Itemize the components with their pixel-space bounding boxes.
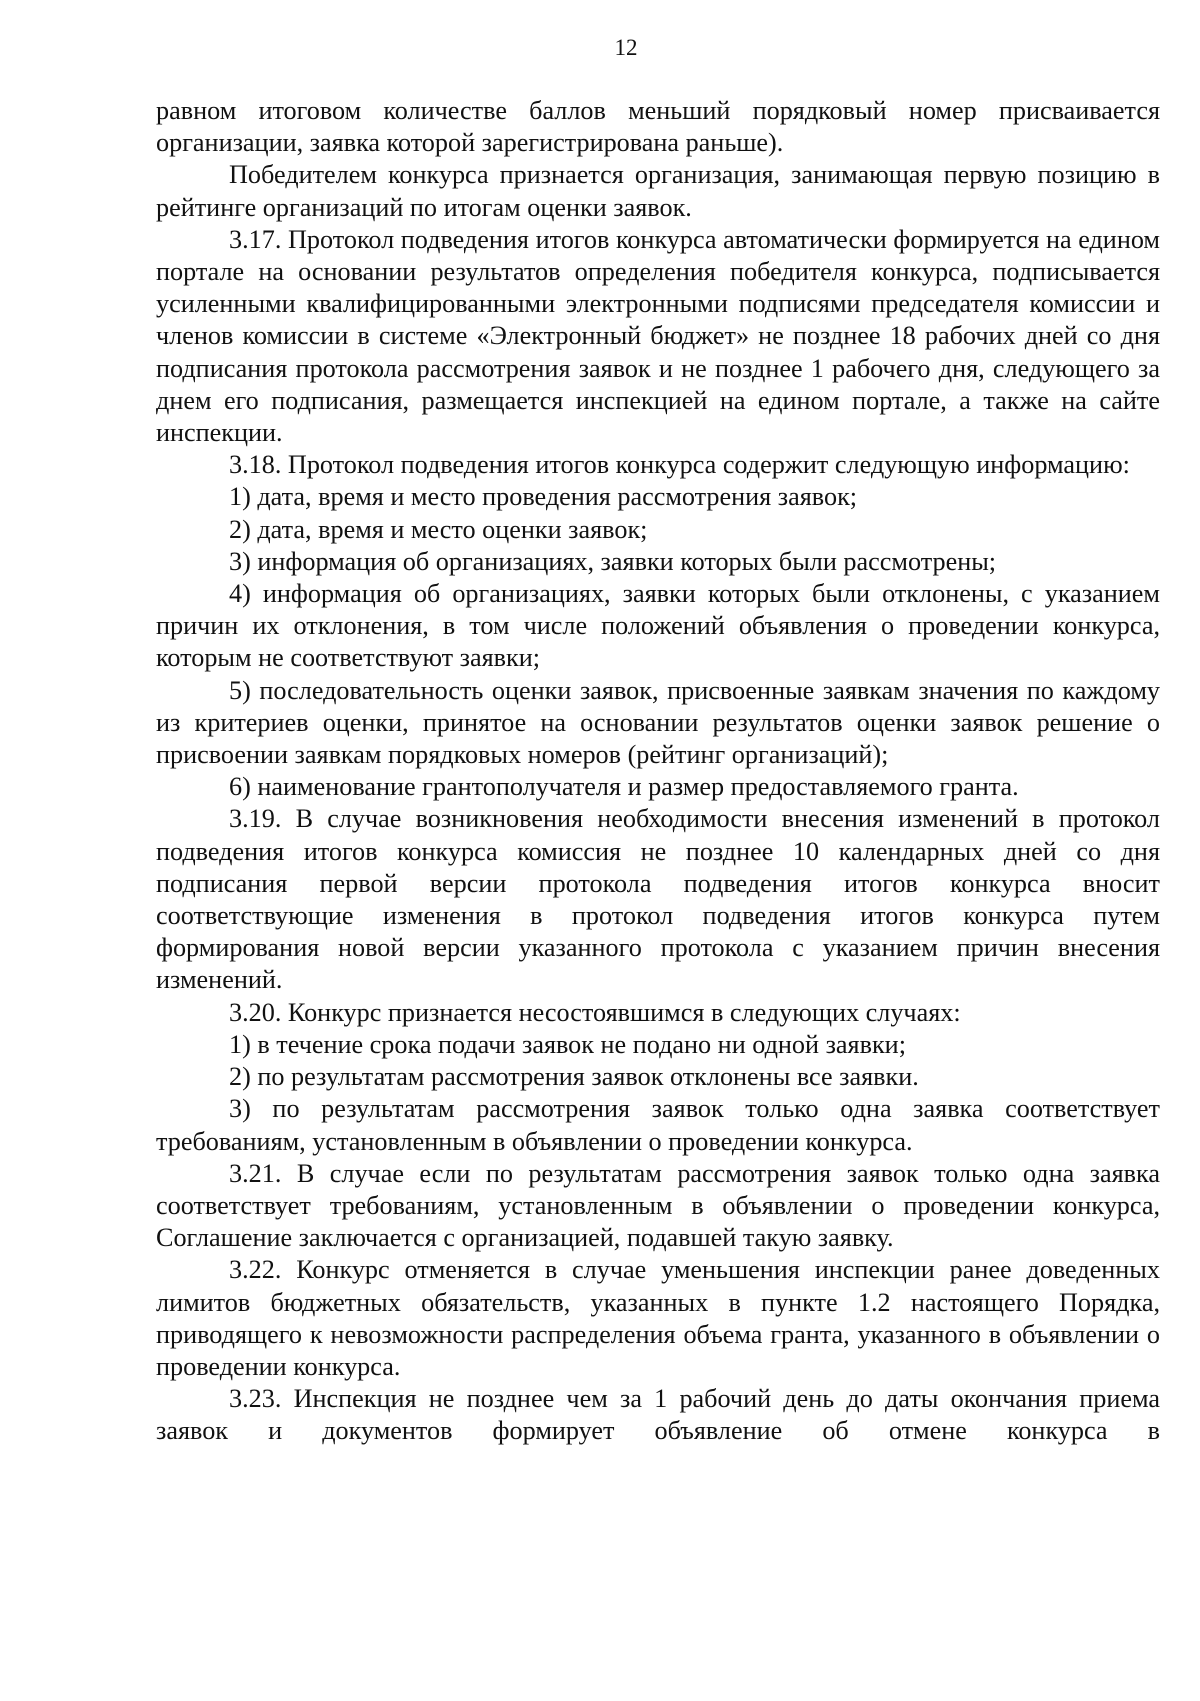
paragraph: Победителем конкурса признается организация, занимающая первую позицию в рейтинге организаций по итогам оценки заявок. (156, 160, 1160, 222)
paragraph-3-22: 3.22. Конкурс отменяется в случае уменьшения инспекции ранее доведенных лимитов бюджетных обязательств, указанных в пункте 1.2 настоящего Порядка, приводящего к невозможности распределения объема гранта, указанного в объявлении о проведении конкурса. (156, 1255, 1160, 1381)
list-item: 4) информация об организациях, заявки которых были отклонены, с указанием причин их отклонения, в том числе положений объявления о проведении конкурса, которым не соответствуют заявки; (156, 579, 1160, 673)
list-item: 5) последовательность оценки заявок, присвоенные заявкам значения по каждому из критериев оценки, принятое на основании результатов оценки заявок решение о присвоении заявкам порядковых номеров (рейтинг организаций); (156, 675, 1160, 770)
list-item: 2) по результатам рассмотрения заявок отклонены все заявки. (229, 1062, 919, 1092)
paragraph: равном итоговом количестве баллов меньший порядковый номер присваивается организации, заявка которой зарегистрирована раньше). (156, 96, 1160, 158)
page-number: 12 (614, 35, 638, 60)
paragraph-3-17: 3.17. Протокол подведения итогов конкурса автоматически формируется на едином портале на основании результатов определения победителя конкурса, подписывается усиленными квалифицированными электронными подписями председателя комиссии и членов комиссии в системе «Электронный бюджет» не позднее 18 рабочих дней со дня подписания протокола рассмотрения заявок и не позднее 1 рабочего дня, следующего за днем его подписания, размещается инспекцией на едином портале, а также на сайте инспекции. (156, 224, 1160, 448)
paragraph-3-21: 3.21. В случае если по результатам рассмотрения заявок только одна заявка соответствует требованиям, установленным в объявлении о проведении конкурса, Соглашение заключается с организацией, подавшей такую заявку. (156, 1158, 1160, 1253)
paragraph-3-23: 3.23. Инспекция не позднее чем за 1 рабочий день до даты окончания приема заявок и документов формирует объявление об отмене конкурса в (156, 1384, 1160, 1446)
list-item: 2) дата, время и место оценки заявок; (229, 514, 648, 544)
list-item: 1) дата, время и место проведения рассмотрения заявок; (229, 482, 858, 512)
list-item: 6) наименование грантополучателя и размер предоставляемого гранта. (229, 772, 1019, 802)
list-item: 3) информация об организациях, заявки которых были рассмотрены; (229, 546, 997, 576)
paragraph-3-20: 3.20. Конкурс признается несостоявшимся в следующих случаях: (229, 997, 961, 1027)
paragraph-3-18: 3.18. Протокол подведения итогов конкурса содержит следующую информацию: (229, 450, 1130, 480)
list-item: 3) по результатам рассмотрения заявок только одна заявка соответствует требованиям, установленным в объявлении о проведении конкурса. (156, 1094, 1160, 1156)
paragraph-3-19: 3.19. В случае возникновения необходимости внесения изменений в протокол подведения итогов конкурса комиссия не позднее 10 календарных дней со дня подписания первой версии протокола подведения итогов конкурса вносит соответствующие изменения в протокол подведения итогов конкурса путем формирования новой версии указанного протокола с указанием причин внесения изменений. (156, 804, 1160, 995)
document-body (156, 95, 1160, 1448)
list-item: 1) в течение срока подачи заявок не подано ни одной заявки; (229, 1029, 906, 1059)
